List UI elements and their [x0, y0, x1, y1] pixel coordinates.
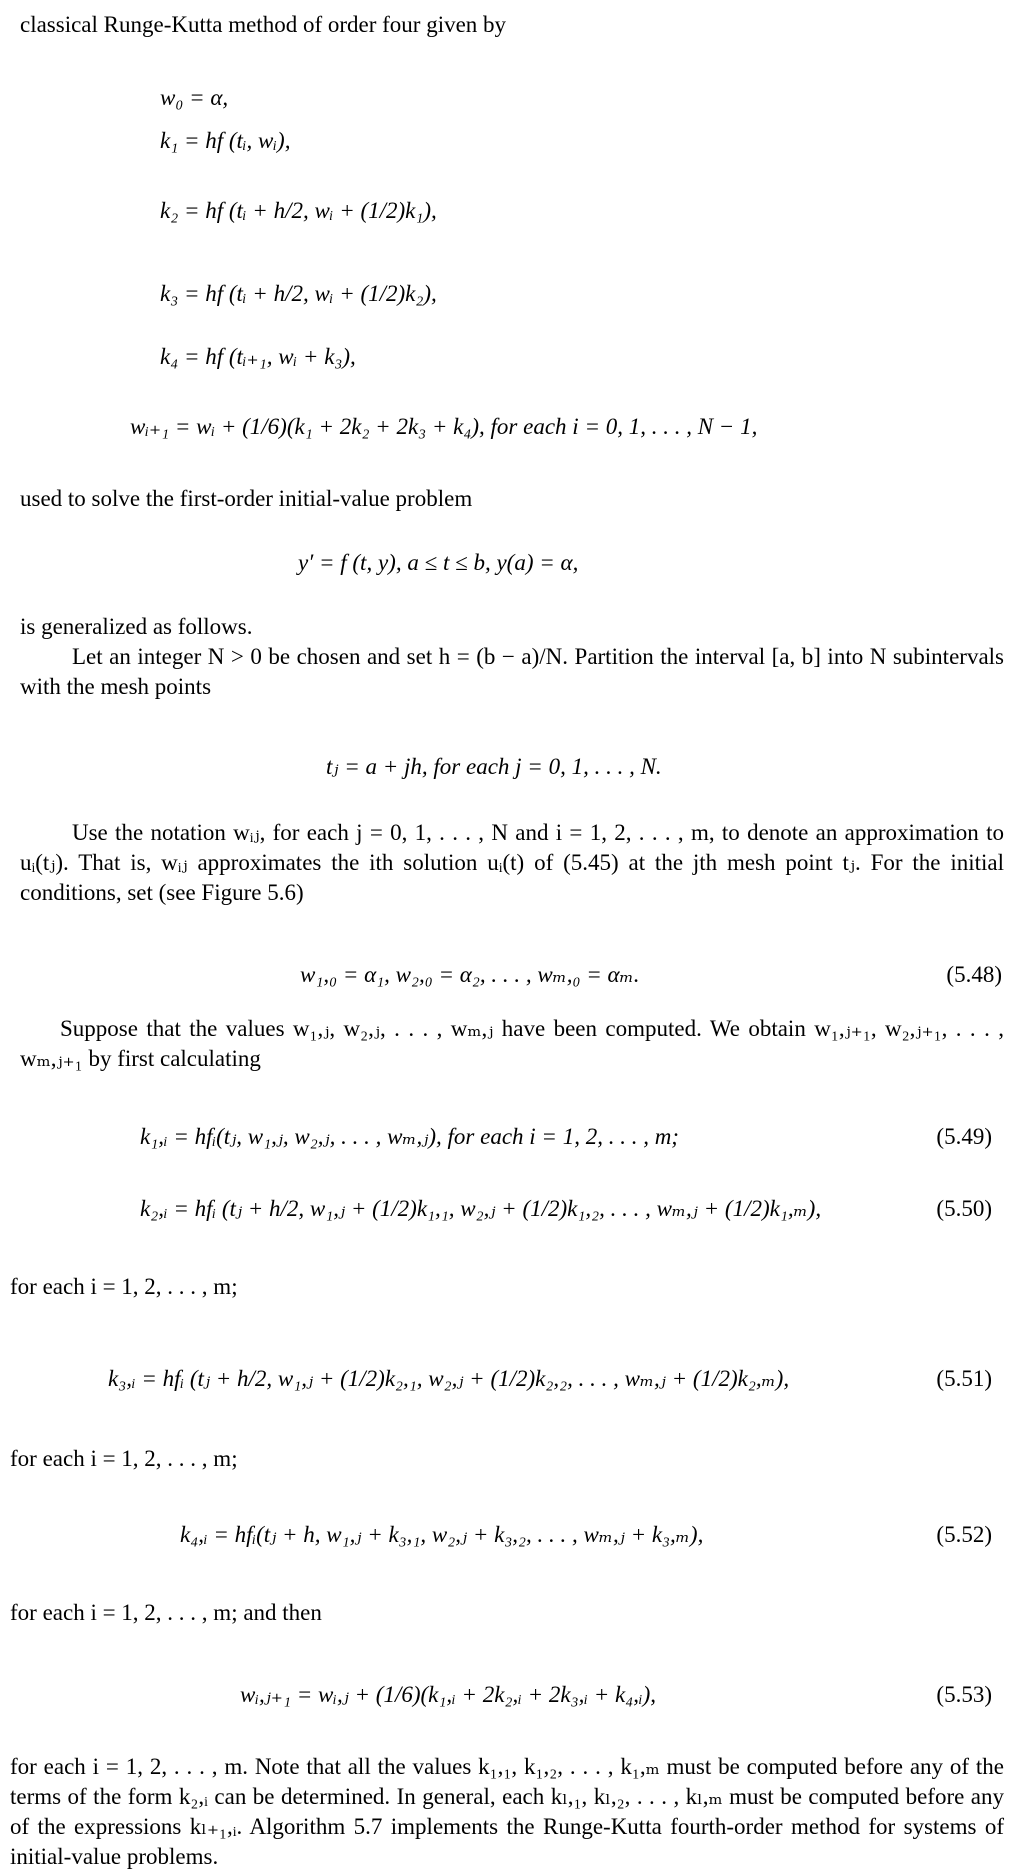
eq-551: k₃,ᵢ = hfᵢ (tⱼ + h/2, w₁,ⱼ + (1/2)k₂,₁, w₂,ⱼ + (1/2)k₂,₂, . . . , wₘ,ⱼ + (1/2)k₂,ₘ),: [108, 1366, 790, 1391]
for-each-line-2: for each i = 1, 2, . . . , m;: [10, 1446, 238, 1471]
rk4-k3: k₃ = hf (tᵢ + h/2, wᵢ + (1/2)k₂),: [160, 281, 437, 306]
eq-552-number: (5.52): [936, 1522, 992, 1547]
intro-line: classical Runge-Kutta method of order four given by: [20, 12, 507, 37]
rk4-k1: k₁ = hf (tᵢ, wᵢ),: [160, 128, 291, 153]
eq-548: w₁,₀ = α₁, w₂,₀ = α₂, . . . , wₘ,₀ = αₘ.: [300, 962, 640, 987]
final-paragraph: for each i = 1, 2, . . . , m. Note that all the values k₁,₁, k₁,₂, . . . , k₁,ₘ must be computed before any of the terms of the form k₂,ᵢ can be determined. In general, each kₗ,₁, kₗ,₂, . . . , kₗ,ₘ must be computed before any of the expressions kₗ₊₁,ᵢ. Algorithm 5.7 implements the Runge-Kutta fourth-order method for systems of initial-value problems.: [10, 1754, 1004, 1869]
suppose-paragraph: Suppose that the values w₁,ⱼ, w₂,ⱼ, . . . , wₘ,ⱼ have been computed. We obtain w₁,ⱼ₊₁, w₂,ⱼ₊₁, . . . , wₘ,ⱼ₊₁ by first calculating: [20, 1016, 1004, 1071]
for-each-line-3: for each i = 1, 2, . . . , m; and then: [10, 1600, 322, 1625]
eq-553-number: (5.53): [936, 1682, 992, 1707]
eq-548-number: (5.48): [946, 962, 1002, 987]
eq-553: wᵢ,ⱼ₊₁ = wᵢ,ⱼ + (1/6)(k₁,ᵢ + 2k₂,ᵢ + 2k₃,ᵢ + k₄,ᵢ),: [240, 1682, 656, 1707]
eq-549: k₁,ᵢ = hfᵢ(tⱼ, w₁,ⱼ, w₂,ⱼ, . . . , wₘ,ⱼ), for each i = 1, 2, . . . , m;: [140, 1124, 679, 1149]
eq-550: k₂,ᵢ = hfᵢ (tⱼ + h/2, w₁,ⱼ + (1/2)k₁,₁, w₂,ⱼ + (1/2)k₁,₂, . . . , wₘ,ⱼ + (1/2)k₁,ₘ),: [140, 1196, 822, 1221]
rk4-w-next: wᵢ₊₁ = wᵢ + (1/6)(k₁ + 2k₂ + 2k₃ + k₄), for each i = 0, 1, . . . , N − 1,: [130, 414, 758, 439]
eq-550-number: (5.50): [936, 1196, 992, 1221]
generalized-line: is generalized as follows.: [20, 614, 253, 639]
ivp-equation: y′ = f (t, y), a ≤ t ≤ b, y(a) = α,: [298, 550, 579, 575]
used-to-solve-line: used to solve the first-order initial-value problem: [20, 486, 473, 511]
notation-paragraph: Use the notation wᵢⱼ, for each j = 0, 1, . . . , N and i = 1, 2, . . . , m, to denote an approximation to uᵢ(tⱼ). That is, wᵢⱼ approximates the ith solution uᵢ(t) of (5.45) at the jth mesh point tⱼ. For the initial conditions, set (see Figure 5.6): [20, 820, 1004, 905]
rk4-k4: k₄ = hf (tᵢ₊₁, wᵢ + k₃),: [160, 344, 356, 369]
eq-551-number: (5.51): [936, 1366, 992, 1391]
rk4-w0: w₀ = α,: [160, 85, 229, 110]
rk4-k2: k₂ = hf (tᵢ + h/2, wᵢ + (1/2)k₁),: [160, 198, 437, 223]
eq-549-number: (5.49): [936, 1124, 992, 1149]
let-integer-paragraph: Let an integer N > 0 be chosen and set h = (b − a)/N. Partition the interval [a, b] into N subintervals with the mesh points: [20, 644, 1004, 699]
mesh-points-equation: tⱼ = a + jh, for each j = 0, 1, . . . , N.: [326, 754, 662, 779]
eq-552: k₄,ᵢ = hfᵢ(tⱼ + h, w₁,ⱼ + k₃,₁, w₂,ⱼ + k₃,₂, . . . , wₘ,ⱼ + k₃,ₘ),: [180, 1522, 704, 1547]
for-each-line-1: for each i = 1, 2, . . . , m;: [10, 1274, 238, 1299]
